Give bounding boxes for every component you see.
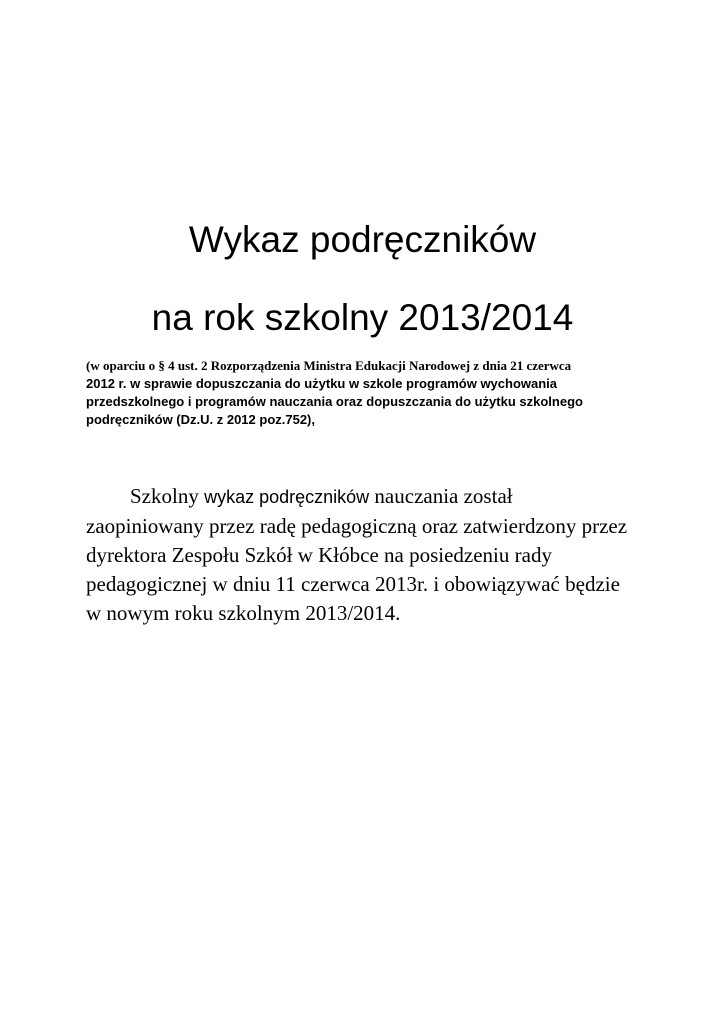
legal-basis-line: (w oparciu o § 4 ust. 2 Rozporządzenia Ministra Edukacji Narodowej z dnia 21 czerwca	[86, 358, 572, 373]
legal-basis-line: podręczników (Dz.U. z 2012 poz.752),	[86, 412, 315, 427]
statement-text: nauczania został	[369, 484, 513, 508]
approval-statement	[86, 482, 666, 628]
statement-line: zaopiniowany przez radę pedagogiczną oraz zatwierdzony przez	[86, 514, 628, 538]
document-title: Wykaz podręczników	[188, 219, 537, 260]
document-subtitle-school-year: na rok szkolny 2013/2014	[151, 297, 574, 338]
statement-line: dyrektora Zespołu Szkół w Kłóbce na posiedzeniu rady	[86, 543, 552, 567]
statement-line: pedagogicznej w dniu 11 czerwca 2013r. i obowiązywać będzie	[86, 572, 620, 596]
legal-basis-note	[86, 357, 646, 429]
statement-line	[86, 482, 666, 512]
statement-text: Szkolny	[130, 484, 205, 508]
legal-basis-line: 2012 r. w sprawie dopuszczania do użytku w szkole programów wychowania	[86, 376, 558, 391]
legal-basis-line: przedszkolnego i programów nauczania oraz dopuszczania do użytku szkolnego	[86, 394, 583, 409]
statement-text-highlight: wykaz podręczników	[204, 487, 370, 507]
statement-line: w nowym roku szkolnym 2013/2014.	[86, 601, 401, 625]
